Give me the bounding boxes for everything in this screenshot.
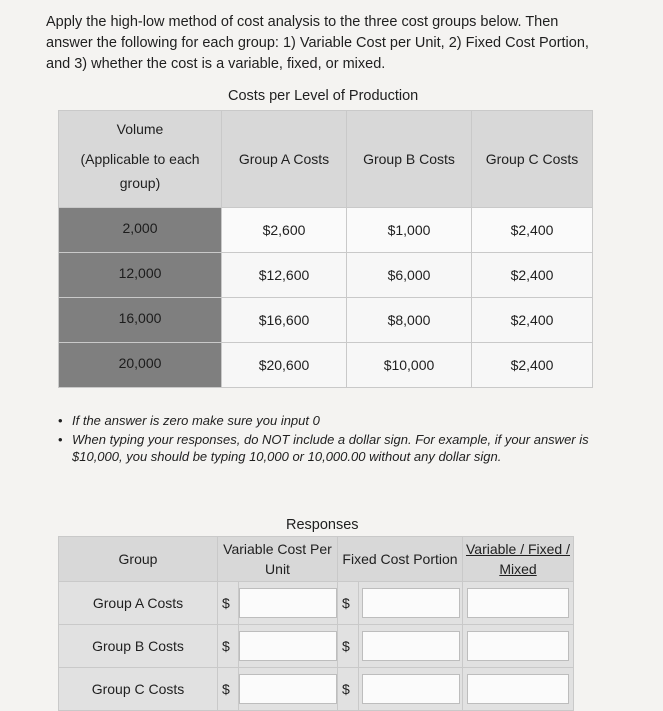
group-b-cell: $6,000	[347, 253, 472, 298]
fixed-cost-header: Fixed Cost Portion	[338, 537, 463, 582]
responses-caption: Responses	[286, 517, 359, 533]
table-row	[59, 253, 593, 298]
table-row	[59, 582, 574, 625]
volume-header-note: (Applicable to each group)	[80, 151, 200, 191]
group-b-cell: $1,000	[347, 208, 472, 253]
group-c-cell: $2,400	[472, 298, 593, 343]
volume-cell: 2,000	[59, 208, 222, 253]
dollar-sign: $	[218, 625, 239, 668]
table-row	[59, 625, 574, 668]
note-dollar-sign: • When typing your responses, do NOT include a dollar sign. For example, if your answer is $10,000, you should be typing 10,000 or 10,000.00 without any dollar sign.	[58, 431, 598, 465]
volume-header	[59, 111, 222, 208]
group-label: Group C Costs	[59, 668, 218, 711]
volume-cell: 16,000	[59, 298, 222, 343]
dollar-sign: $	[338, 668, 359, 711]
dollar-sign: $	[338, 625, 359, 668]
table-row	[59, 668, 574, 711]
group-a-header: Group A Costs	[222, 111, 347, 208]
group-label: Group A Costs	[59, 582, 218, 625]
costs-header-row	[59, 111, 593, 208]
variable-cost-header-label: Variable Cost Per Unit	[223, 541, 332, 577]
costs-table-caption: Costs per Level of Production	[228, 88, 419, 104]
volume-cell: 12,000	[59, 253, 222, 298]
group-c-header: Group C Costs	[472, 111, 593, 208]
type-header	[463, 537, 574, 582]
dollar-sign: $	[338, 582, 359, 625]
volume-cell: 20,000	[59, 343, 222, 388]
table-row	[59, 343, 593, 388]
responses-header-row	[59, 537, 574, 582]
group-label: Group B Costs	[59, 625, 218, 668]
costs-table	[58, 110, 593, 388]
group-c-cell: $2,400	[472, 253, 593, 298]
notes-list	[58, 412, 598, 467]
instructions: Apply the high-low method of cost analysis to the three cost groups below. Then answer the following for each group: 1) Variable Cost per Unit, 2) Fixed Cost Portion, and 3) whether the cost is a variable, fixed, or mixed.	[46, 14, 589, 72]
group-a-cell: $16,600	[222, 298, 347, 343]
group-b-cell: $8,000	[347, 298, 472, 343]
volume-header-title: Volume	[116, 121, 164, 137]
type-header-label: Variable / Fixed / Mixed	[465, 541, 570, 577]
group-b-variable-cost-input[interactable]	[239, 631, 337, 661]
group-b-type-input[interactable]	[467, 631, 569, 661]
responses-table	[58, 536, 574, 711]
group-b-header: Group B Costs	[347, 111, 472, 208]
group-a-cell: $20,600	[222, 343, 347, 388]
group-a-fixed-cost-input[interactable]	[362, 588, 460, 618]
variable-cost-header	[218, 537, 338, 582]
note-zero: • If the answer is zero make sure you input 0	[58, 412, 598, 429]
group-c-cell: $2,400	[472, 343, 593, 388]
table-row	[59, 298, 593, 343]
group-c-cell: $2,400	[472, 208, 593, 253]
group-a-cell: $12,600	[222, 253, 347, 298]
group-header: Group	[59, 537, 218, 582]
group-b-cell: $10,000	[347, 343, 472, 388]
group-a-variable-cost-input[interactable]	[239, 588, 337, 618]
dollar-sign: $	[218, 582, 239, 625]
table-row	[59, 208, 593, 253]
group-b-fixed-cost-input[interactable]	[362, 631, 460, 661]
group-a-type-input[interactable]	[467, 588, 569, 618]
group-a-cell: $2,600	[222, 208, 347, 253]
dollar-sign: $	[218, 668, 239, 711]
